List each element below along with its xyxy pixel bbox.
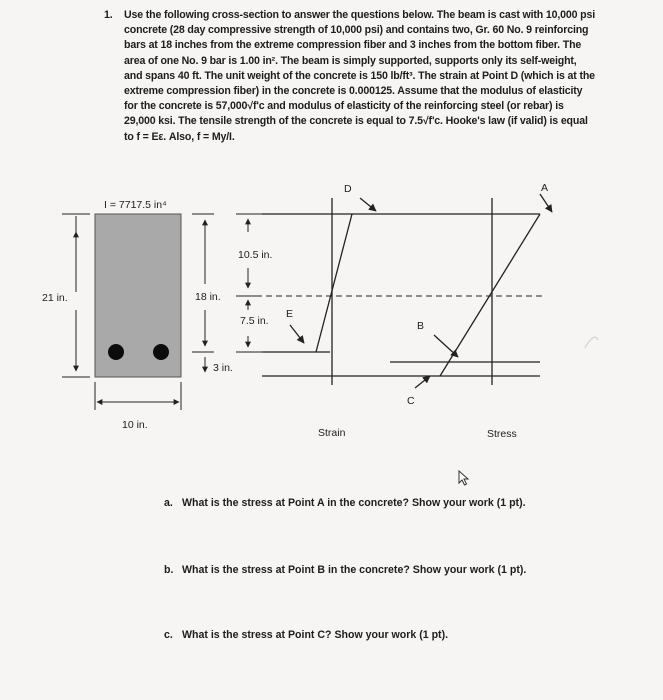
point-b-label: B bbox=[417, 320, 425, 332]
question-c bbox=[164, 629, 448, 641]
question-b-letter: b. bbox=[164, 564, 174, 576]
problem-number: 1. bbox=[104, 9, 113, 21]
lower-depth-label: 7.5 in. bbox=[240, 315, 269, 327]
strain-diagram bbox=[262, 198, 390, 385]
strain-label: Strain bbox=[318, 427, 346, 439]
neutral-axis-dimension bbox=[236, 214, 262, 352]
stress-diagram bbox=[390, 194, 552, 388]
upper-depth-label: 10.5 in. bbox=[238, 249, 273, 261]
stress-label: Stress bbox=[487, 428, 517, 440]
depth-label: 18 in. bbox=[195, 291, 221, 303]
question-a-text: What is the stress at Point A in the concrete? Show your work (1 pt). bbox=[182, 497, 526, 509]
cover-label: 3 in. bbox=[213, 362, 233, 374]
height-label: 21 in. bbox=[42, 292, 68, 304]
cursor-icon bbox=[458, 470, 470, 486]
width-label: 10 in. bbox=[122, 419, 148, 431]
question-b bbox=[164, 564, 526, 576]
width-dimension bbox=[95, 382, 181, 410]
question-b-text: What is the stress at Point B in the concrete? Show your work (1 pt). bbox=[182, 564, 527, 576]
question-c-letter: c. bbox=[164, 629, 173, 641]
question-a bbox=[164, 497, 526, 509]
point-e-label: E bbox=[286, 308, 294, 320]
point-d-label: D bbox=[344, 183, 352, 195]
rebar-right bbox=[153, 344, 169, 360]
pen-mark bbox=[585, 337, 598, 348]
question-a-letter: a. bbox=[164, 497, 173, 509]
inertia-label: I = 7717.5 in⁴ bbox=[104, 199, 167, 211]
problem-text: Use the following cross-section to answer the questions below. The beam is cast with 10,000 psi concrete (28 day compressive strength of 10,000 psi) and contains two, Gr. 60 No. 9 reinforcing bars at 18 inches from the extreme compression fiber and 3 inches from the bottom fiber. The area of one No. 9 bar is 1.00 in². The beam is simply supported, supports only its self-weight, and spans 40 ft. The unit weight of the concrete is 150 lb/ft³. The strain at Point D (which is at the extreme compression fiber) in the concrete is 0.000125. Assume that the modulus of elasticity for the concrete is 57,000√f'c and modulus of elasticity of the reinforcing steel (or rebar) is 29,000 ksi. The tensile strength of the concrete is equal to 7.5√f'c. Hooke's law (if valid) is equal to f = Eε. Also, f = My/I. bbox=[124, 9, 596, 143]
point-c-label: C bbox=[407, 395, 415, 407]
question-c-text: What is the stress at Point C? Show your work (1 pt). bbox=[182, 629, 449, 641]
rebar-left bbox=[108, 344, 124, 360]
point-a-label: A bbox=[541, 182, 549, 194]
